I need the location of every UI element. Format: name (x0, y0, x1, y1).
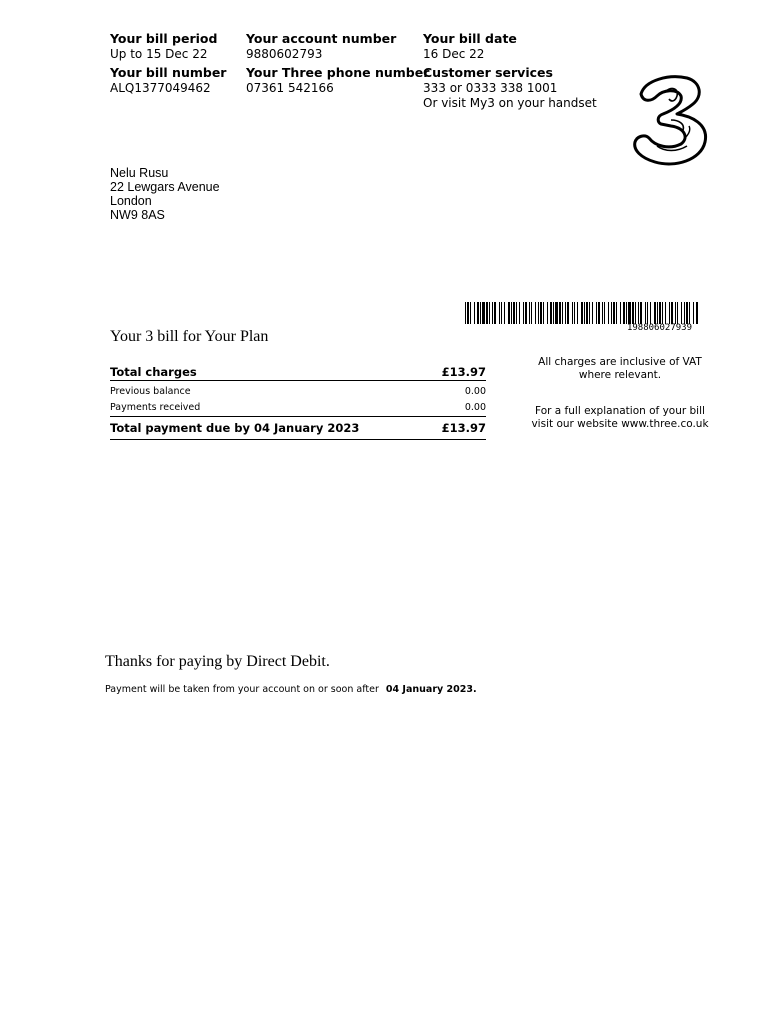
explanation-note-line1: For a full explanation of your bill (535, 405, 705, 417)
bill-date-value: 16 Dec 22 (423, 47, 485, 61)
total-due-value: £13.97 (441, 421, 486, 435)
recipient-address (110, 166, 220, 222)
account-number (246, 30, 396, 62)
barcode-number: 198806027939 (626, 323, 692, 333)
bill-title: Your 3 bill for Your Plan (110, 328, 269, 345)
customer-services (423, 64, 597, 111)
direct-debit-title: Thanks for paying by Direct Debit. (105, 653, 330, 670)
explanation-note (525, 405, 715, 431)
customer-services-phone: 333 or 0333 338 1001 (423, 81, 558, 95)
bill-period-label: Your bill period (110, 31, 218, 46)
recipient-city: London (110, 194, 152, 208)
account-number-label: Your account number (246, 31, 397, 46)
vat-note (530, 356, 710, 382)
total-charges-label: Total charges (110, 365, 197, 379)
phone-number-value: 07361 542166 (246, 81, 334, 95)
phone-number (246, 64, 429, 96)
bill-number-value: ALQ1377049462 (110, 81, 211, 95)
three-logo-icon (627, 72, 711, 170)
total-due-label: Total payment due by 04 January 2023 (110, 421, 360, 435)
vat-note-line2: where relevant. (578, 369, 662, 381)
direct-debit-date: 04 January 2023. (385, 684, 477, 695)
previous-balance-value: 0.00 (464, 386, 486, 397)
customer-services-handset: Or visit My3 on your handset (423, 96, 597, 110)
bill-number (110, 64, 226, 96)
direct-debit-note (105, 684, 477, 695)
explanation-note-line2: visit our website www.three.co.uk (531, 418, 709, 430)
bill-summary-table (110, 360, 486, 440)
payments-received-label: Payments received (110, 402, 201, 413)
previous-balance-label: Previous balance (110, 386, 191, 397)
payments-received-row (110, 397, 486, 413)
total-charges-value: £13.97 (441, 365, 486, 379)
total-due-row (110, 416, 486, 440)
total-charges-row (110, 360, 486, 381)
payments-received-value: 0.00 (464, 402, 486, 413)
bill-period (110, 30, 217, 62)
vat-note-line1: All charges are inclusive of VAT (538, 356, 702, 368)
recipient-postcode: NW9 8AS (110, 208, 165, 222)
direct-debit-note-text: Payment will be taken from your account on or soon after (105, 684, 379, 695)
bill-period-value: Up to 15 Dec 22 (110, 47, 208, 61)
recipient-street: 22 Lewgars Avenue (110, 180, 220, 194)
bill-date-label: Your bill date (423, 31, 517, 46)
barcode-image (465, 302, 698, 324)
recipient-name: Nelu Rusu (110, 166, 169, 180)
bill-number-label: Your bill number (110, 65, 227, 80)
account-number-value: 9880602793 (246, 47, 323, 61)
customer-services-label: Customer services (423, 65, 553, 80)
previous-balance-row (110, 381, 486, 397)
phone-number-label: Your Three phone number (246, 65, 430, 80)
bill-date (423, 30, 517, 62)
